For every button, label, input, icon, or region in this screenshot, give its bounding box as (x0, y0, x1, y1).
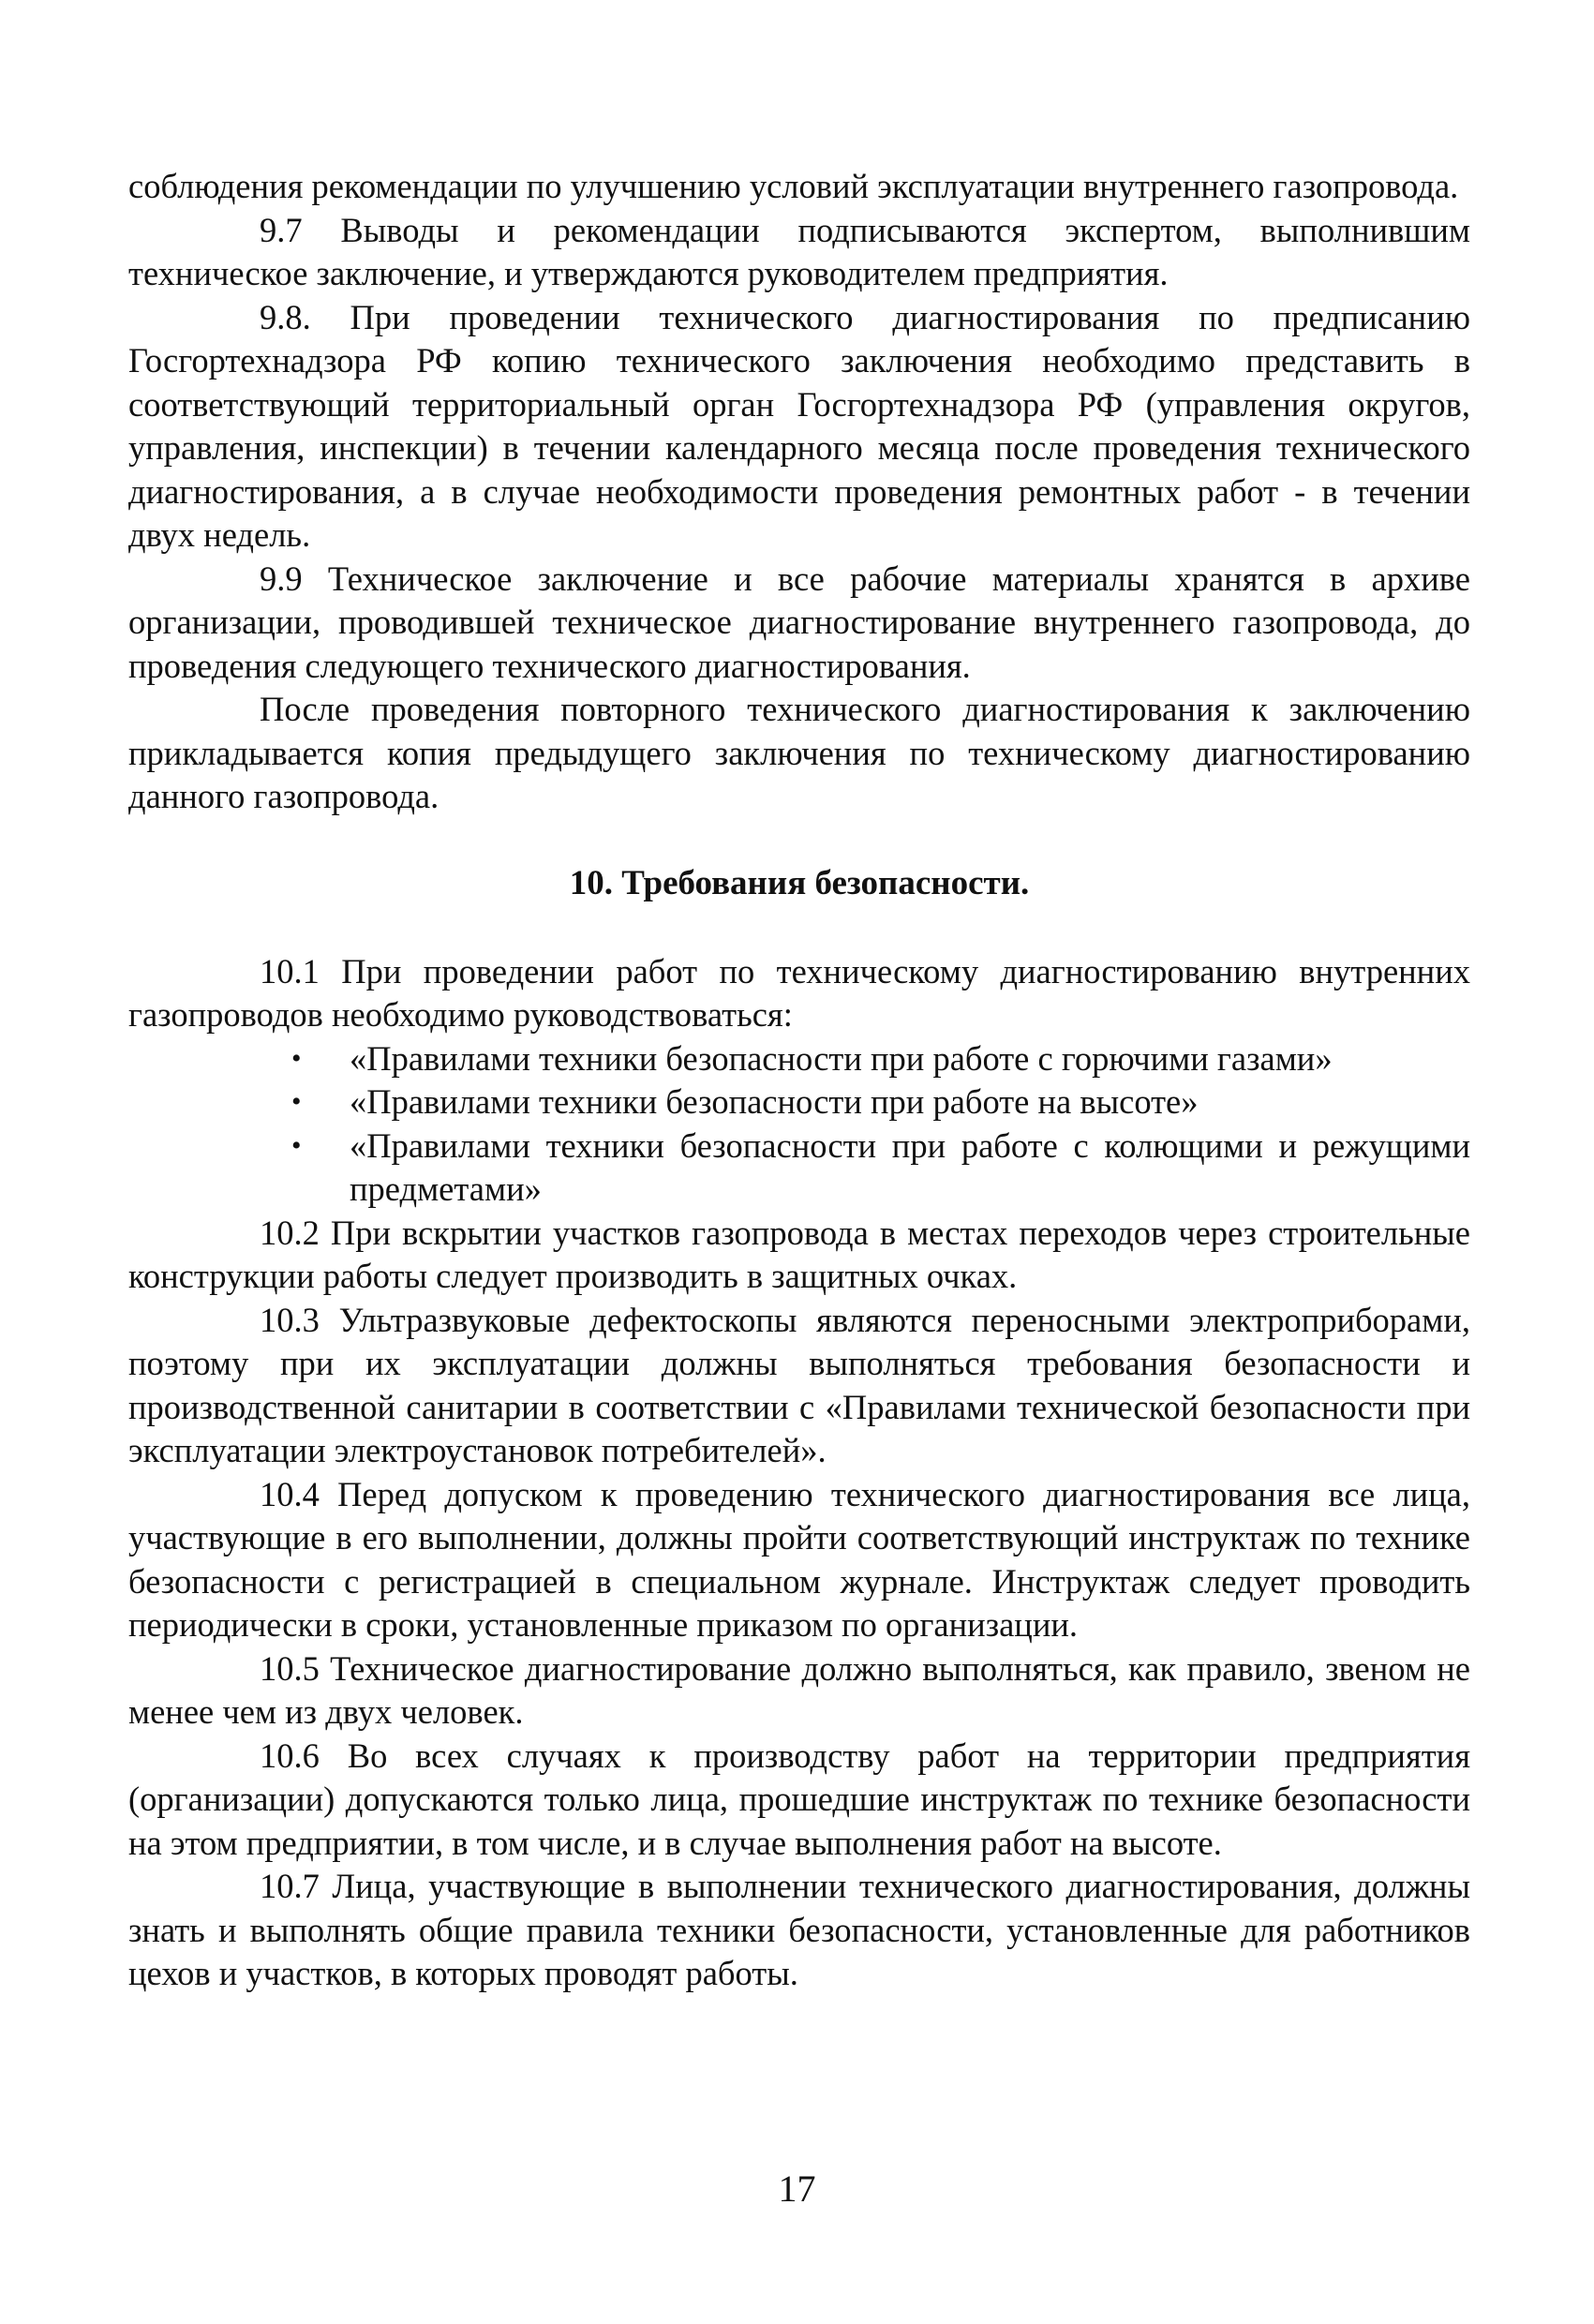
paragraph-10-4: 10.4 Перед допуском к проведению технического диагностирования все лица, участвующие в его выполнении, должны пройти соответствующий инструктаж по технике безопасности с регистрацией в специальном журнале. Инструктаж следует проводить периодически в сроки, установленные приказом по организации. (128, 1474, 1470, 1644)
list-item (291, 1080, 1470, 1125)
list-item-text: «Правилами техники безопасности при работе с горючими газами» (350, 1038, 1333, 1078)
paragraph-continuation: соблюдения рекомендации по улучшению условий эксплуатации внутреннего газопровода. (128, 167, 1459, 205)
paragraph-after-repeat: После проведения повторного технического диагностирования к заключению прикладывается копия предыдущего заключения по техническому диагностированию данного газопровода. (128, 690, 1470, 815)
bullet-icon: • (291, 1129, 302, 1161)
list-item (291, 1037, 1470, 1081)
paragraph-10-3: 10.3 Ультразвуковые дефектоскопы являются переносными электроприборами, поэтому при их эксплуатации должны выполняться требования безопасности и производственной санитарии в соответствии с «Правилами технической безопасности при эксплуатации электроустановок потребителей». (128, 1300, 1470, 1469)
page-number: 17 (778, 2168, 816, 2210)
list-item-text: «Правилами техники безопасности при работе с колющими и режущими предметами» (350, 1125, 1470, 1208)
bullet-icon: • (291, 1042, 302, 1074)
paragraph-10-1: 10.1 При проведении работ по техническому диагностированию внутренних газопроводов необходимо руководствоваться: (128, 951, 1470, 1034)
section-heading: 10. Требования безопасности. (569, 863, 1030, 902)
paragraph-9-7: 9.7 Выводы и рекомендации подписываются экспертом, выполнившим техническое заключение, и утверждаются руководителем предприятия. (128, 210, 1470, 292)
bullet-icon: • (291, 1086, 302, 1117)
list-item-text: «Правилами техники безопасности при работе на высоте» (350, 1082, 1199, 1121)
paragraph-10-5: 10.5 Техническое диагностирование должно выполняться, как правило, звеном не менее чем из двух человек. (128, 1648, 1470, 1731)
list-item (291, 1125, 1470, 1212)
rules-list (128, 1037, 1470, 1212)
paragraph-10-2: 10.2 При вскрытии участков газопровода в местах переходов через строительные конструкции работы следует производить в защитных очках. (128, 1213, 1470, 1295)
document-page (128, 165, 1470, 1996)
paragraph-10-7: 10.7 Лица, участвующие в выполнении технического диагностирования, должны знать и выполнять общие правила техники безопасности, установленные для работников цехов и участков, в которых проводят работы. (128, 1867, 1470, 1992)
paragraph-10-6: 10.6 Во всех случаях к производству работ на территории предприятия (организации) допускаются только лица, прошедшие инструктаж по технике безопасности на этом предприятии, в том числе, и в случае выполнения работ на высоте. (128, 1736, 1470, 1862)
paragraph-9-9: 9.9 Техническое заключение и все рабочие материалы хранятся в архиве организации, проводившей техническое диагностирование внутреннего газопровода, до проведения следующего технического диагностирования. (128, 559, 1470, 685)
paragraph-9-8: 9.8. При проведении технического диагностирования по предписанию Госгортехнадзора РФ копию технического заключения необходимо представить в соответствующий территориальный орган Госгортехнадзора РФ (управления округов, управления, инспекции) в течении календарного месяца после проведения технического диагностирования, а в случае необходимости проведения ремонтных работ - в течении двух недель. (128, 297, 1470, 554)
